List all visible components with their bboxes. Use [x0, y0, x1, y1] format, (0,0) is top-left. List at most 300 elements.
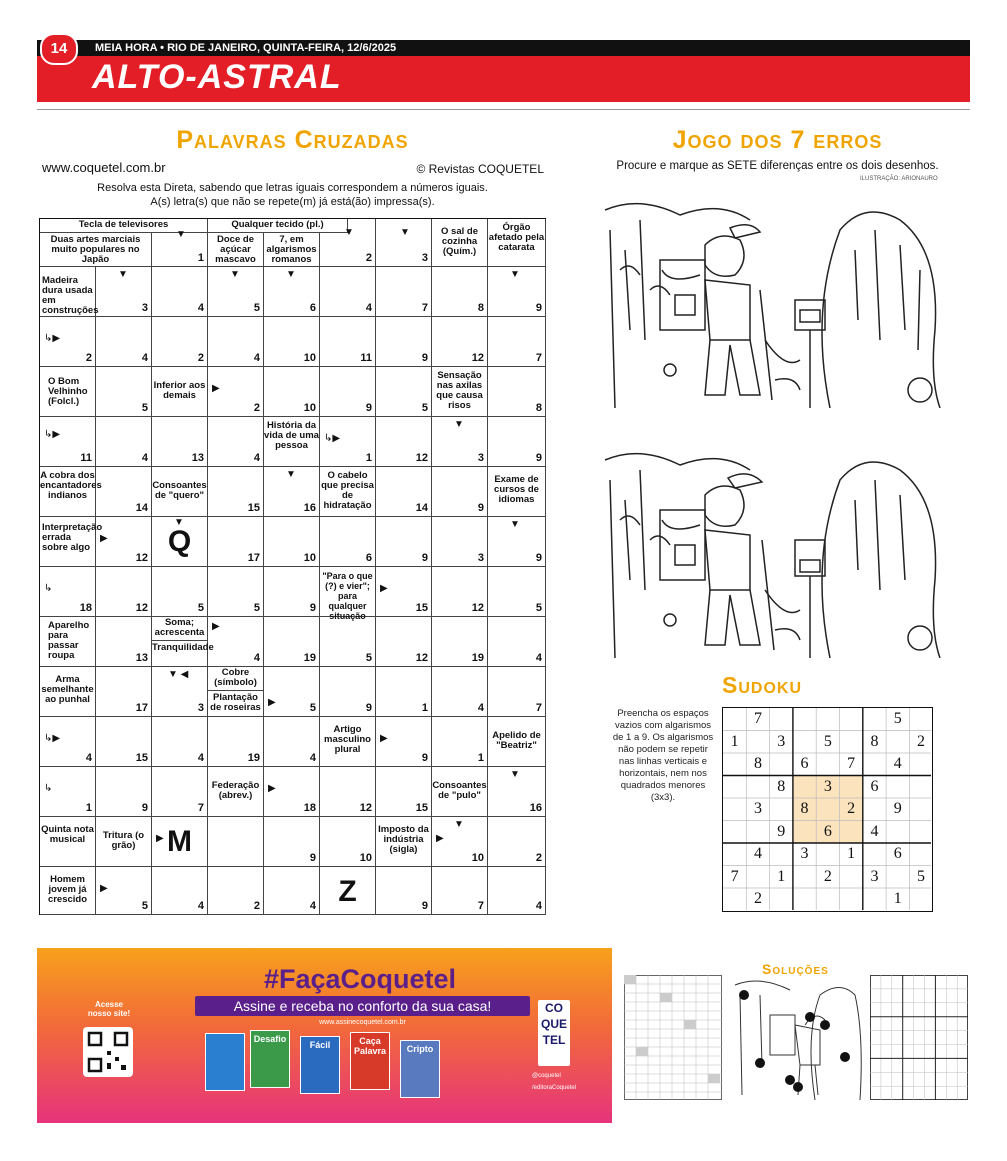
answer-cell[interactable]: [432, 617, 488, 667]
answer-cell[interactable]: [208, 317, 264, 367]
cell-number: 4: [535, 652, 542, 664]
answer-cell[interactable]: [40, 317, 96, 367]
cell-number: 9: [535, 302, 542, 314]
sudoku-cell[interactable]: 3: [870, 867, 879, 885]
sudoku-cell[interactable]: [840, 866, 863, 889]
sudoku-cell[interactable]: [886, 731, 909, 754]
cell-number: 3: [197, 702, 204, 714]
sudoku-cell[interactable]: 6: [893, 845, 902, 862]
magazine-cover: Desafio: [250, 1030, 290, 1088]
answer-cell[interactable]: [320, 317, 376, 367]
answer-cell[interactable]: [152, 567, 208, 617]
clue-text: Tecla de televisores: [78, 219, 169, 230]
answer-cell[interactable]: [488, 317, 546, 367]
answer-cell[interactable]: [488, 617, 546, 667]
answer-cell[interactable]: [320, 867, 376, 915]
magazine-cover: Cripto: [400, 1040, 440, 1098]
arrow-down-icon: ▼: [176, 229, 186, 240]
answer-cell[interactable]: [432, 317, 488, 367]
cell-number: 4: [309, 900, 316, 912]
clue-cell: [40, 267, 99, 317]
magazine-cover: Fácil: [300, 1036, 340, 1094]
clue-cell: [152, 367, 208, 417]
sudoku-cell[interactable]: [793, 866, 816, 889]
crossword-copyright: © Revistas COQUETEL: [416, 162, 544, 176]
clue-text: Federação (abrev.): [211, 780, 260, 801]
answer-cell[interactable]: [376, 567, 432, 617]
cell-number: 18: [303, 802, 316, 814]
sudoku-cell[interactable]: 4: [893, 755, 902, 772]
sudoku-cell[interactable]: [886, 866, 909, 889]
cell-number: 6: [309, 302, 316, 314]
answer-cell[interactable]: [376, 867, 432, 915]
clue-cell: [152, 617, 208, 641]
cell-number: 10: [303, 352, 316, 364]
clue-cell: [320, 567, 376, 621]
clue-text: Inferior aos demais: [153, 380, 206, 401]
cell-number: 11: [80, 452, 92, 464]
arrow-right-icon: ▶: [156, 833, 164, 844]
answer-cell[interactable]: [376, 219, 432, 267]
answer-cell[interactable]: [208, 717, 264, 767]
sudoku-cell[interactable]: 4: [753, 845, 762, 862]
sudoku-cell[interactable]: [909, 821, 932, 844]
cell-number: 12: [415, 452, 428, 464]
answer-cell[interactable]: [376, 767, 432, 817]
answer-cell[interactable]: [320, 367, 376, 417]
cell-number: 17: [135, 702, 148, 714]
answer-cell[interactable]: [96, 317, 152, 367]
sudoku-cell[interactable]: [863, 843, 886, 866]
cell-number: 3: [477, 452, 484, 464]
sudoku-cell[interactable]: [770, 843, 793, 866]
answer-cell[interactable]: [96, 367, 152, 417]
erros-drawing-bottom[interactable]: [600, 440, 955, 658]
sudoku-cell[interactable]: 2: [847, 800, 856, 817]
clue-cell: [320, 717, 376, 767]
cell-number: 1: [421, 702, 428, 714]
sudoku-cell[interactable]: [793, 776, 816, 799]
answer-cell[interactable]: [320, 817, 376, 867]
clue-cell: [488, 717, 546, 767]
clue-text: Interpretação errada sobre algo: [42, 522, 103, 553]
sudoku-cell[interactable]: 8: [777, 777, 786, 795]
sudoku-cell[interactable]: [840, 708, 863, 731]
answer-cell[interactable]: [376, 467, 432, 517]
sudoku-cell[interactable]: [770, 798, 793, 821]
sudoku-cell[interactable]: 6: [870, 777, 879, 795]
cell-number: 15: [247, 502, 260, 514]
sudoku-cell[interactable]: [816, 798, 839, 821]
arrow-down-icon: ▼: [230, 269, 240, 280]
sudoku-cell[interactable]: [816, 843, 839, 866]
answer-cell[interactable]: [376, 317, 432, 367]
sudoku-cell[interactable]: [863, 888, 886, 911]
answer-cell[interactable]: [488, 267, 546, 317]
answer-cell[interactable]: [96, 617, 152, 667]
sudoku-cell[interactable]: [909, 843, 932, 866]
answer-cell[interactable]: [208, 267, 264, 317]
clue-cell: [264, 233, 320, 267]
erros-solution: [730, 975, 864, 1100]
clue-text: Consoantes de "quero": [152, 480, 207, 501]
cell-number: 7: [535, 352, 542, 364]
answer-cell[interactable]: [152, 417, 208, 467]
section-title: ALTO-ASTRAL: [92, 58, 342, 96]
ad-social-facebook[interactable]: /editoraCoquetel: [532, 1085, 577, 1091]
cell-number: 4: [197, 302, 204, 314]
answer-cell[interactable]: [40, 767, 96, 817]
erros-drawing-top[interactable]: [600, 190, 955, 408]
sudoku-cell[interactable]: [909, 708, 932, 731]
cell-number: 9: [421, 752, 428, 764]
cell-number: 2: [535, 852, 542, 864]
sudoku-cell[interactable]: 1: [777, 867, 786, 885]
cell-number: 4: [253, 652, 260, 664]
cell-number: 5: [309, 702, 316, 714]
clue-text: Doce de açúcar mascavo: [215, 234, 256, 265]
arrow-right-icon: ▶: [268, 783, 276, 794]
answer-cell[interactable]: [488, 567, 546, 617]
cell-number: 18: [79, 602, 92, 614]
answer-cell[interactable]: [376, 417, 432, 467]
answer-cell[interactable]: [152, 767, 208, 817]
sudoku-cell[interactable]: 8: [800, 800, 809, 817]
clue-cell: [320, 467, 376, 517]
cell-number: 10: [303, 402, 316, 414]
ad-url[interactable]: www.assinecoquetel.com.br: [319, 1019, 406, 1026]
sudoku-cell[interactable]: 1: [893, 890, 902, 907]
answer-cell[interactable]: [264, 717, 320, 767]
answer-cell[interactable]: [488, 367, 546, 417]
cell-number: 9: [421, 552, 428, 564]
sudoku-cell[interactable]: 2: [823, 867, 832, 885]
sudoku-cell[interactable]: 9: [777, 822, 786, 840]
cell-number: 9: [141, 802, 148, 814]
clue-cell: [152, 641, 214, 667]
cell-number: 19: [303, 652, 316, 664]
answer-cell[interactable]: [208, 517, 264, 567]
answer-cell[interactable]: [320, 667, 376, 717]
answer-cell[interactable]: [432, 267, 488, 317]
answer-cell[interactable]: [264, 567, 320, 617]
answer-cell[interactable]: [208, 467, 264, 517]
arrow-down-icon: ▼: [510, 769, 520, 780]
cell-number: 4: [535, 900, 542, 912]
sudoku-cell[interactable]: [816, 708, 839, 731]
clue-cell: [432, 367, 488, 417]
answer-cell[interactable]: [96, 267, 152, 317]
sudoku-cell[interactable]: 7: [730, 867, 739, 885]
cell-number: 11: [360, 352, 372, 364]
answer-cell[interactable]: [208, 367, 264, 417]
arrow-down-icon: ▼: [454, 419, 464, 430]
answer-cell[interactable]: [208, 817, 264, 867]
sudoku-cell[interactable]: [840, 888, 863, 911]
sudoku-cell[interactable]: 3: [800, 845, 809, 862]
cell-number: 9: [309, 852, 316, 864]
cell-number: 10: [359, 852, 372, 864]
qr-pattern: [83, 1027, 133, 1077]
crossword-title: Palavras Cruzadas: [176, 126, 409, 154]
sudoku-cell[interactable]: [723, 708, 746, 731]
clue-text: História da vida de uma pessoa: [264, 420, 319, 451]
sudoku-cell[interactable]: [886, 821, 909, 844]
cell-number: 12: [415, 652, 428, 664]
answer-cell[interactable]: [376, 517, 432, 567]
answer-cell[interactable]: [96, 517, 152, 567]
clue-text: Cobre (símbolo): [214, 667, 257, 688]
cell-number: 13: [135, 652, 148, 664]
sudoku-cell[interactable]: [816, 753, 839, 776]
arrow-down-icon: ▼: [454, 819, 464, 830]
sudoku-cell[interactable]: [746, 731, 769, 754]
answer-cell[interactable]: [320, 767, 376, 817]
answer-cell[interactable]: [96, 417, 152, 467]
sudoku-cell[interactable]: [746, 821, 769, 844]
answer-cell[interactable]: [96, 667, 152, 717]
answer-cell[interactable]: [320, 417, 376, 467]
sudoku-cell[interactable]: [793, 708, 816, 731]
clue-cell: [488, 467, 546, 517]
solutions-title: Soluções: [762, 961, 829, 977]
sudoku-instructions: Preencha os espaços vazios com algarismos de 1 a 9. Os algarismos não podem se repetir nas linhas verticais e horizontais, nem nos quadrados menores (3x3).: [612, 708, 714, 803]
clue-text: Soma; acrescenta: [154, 617, 205, 638]
arrow-right-icon: ↳: [44, 783, 53, 794]
sudoku-cell[interactable]: 9: [893, 800, 902, 817]
answer-cell[interactable]: [264, 667, 320, 717]
answer-cell[interactable]: [320, 219, 376, 267]
clue-text: Madeira dura usada em construções: [42, 275, 99, 316]
sudoku-cell[interactable]: 6: [800, 755, 809, 772]
answer-cell[interactable]: [152, 229, 208, 267]
sudoku-cell[interactable]: 5: [823, 732, 832, 750]
cell-number: 1: [365, 452, 372, 464]
sudoku-cell[interactable]: [746, 866, 769, 889]
sudoku-cell[interactable]: [770, 753, 793, 776]
cell-number: 12: [471, 352, 484, 364]
answer-cell[interactable]: [320, 517, 376, 567]
answer-cell[interactable]: [488, 417, 546, 467]
cell-number: 12: [135, 552, 148, 564]
answer-cell[interactable]: [320, 617, 376, 667]
cell-number: 17: [247, 552, 260, 564]
sudoku-cell[interactable]: 3: [753, 800, 762, 817]
answer-cell[interactable]: [432, 717, 488, 767]
answer-cell[interactable]: [152, 867, 208, 915]
sudoku-cell[interactable]: [723, 821, 746, 844]
answer-cell[interactable]: [40, 717, 96, 767]
clue-cell: [40, 817, 96, 867]
arrow-right-icon: ↳▶: [44, 333, 61, 344]
answer-cell[interactable]: [320, 267, 376, 317]
cell-number: 9: [477, 502, 484, 514]
clue-cell: [40, 467, 102, 517]
cell-number: 1: [197, 252, 204, 264]
sudoku-cell[interactable]: [909, 776, 932, 799]
sudoku-cell[interactable]: 2: [917, 732, 926, 750]
cell-number: 12: [471, 602, 484, 614]
answer-cell[interactable]: [96, 467, 152, 517]
clue-cell: [96, 817, 152, 867]
clue-cell: [40, 233, 152, 267]
sudoku-cell[interactable]: [723, 753, 746, 776]
answer-cell[interactable]: [376, 717, 432, 767]
answer-cell[interactable]: [96, 867, 152, 915]
sudoku-cell[interactable]: [723, 843, 746, 866]
answer-cell[interactable]: [432, 667, 488, 717]
answer-cell[interactable]: [264, 867, 320, 915]
answer-cell[interactable]: [208, 867, 264, 915]
sudoku-cell[interactable]: [863, 753, 886, 776]
answer-cell[interactable]: [208, 617, 264, 667]
answer-cell[interactable]: [432, 417, 488, 467]
sudoku-grid[interactable]: [722, 707, 933, 912]
sudoku-cell[interactable]: [770, 708, 793, 731]
answer-cell[interactable]: [264, 517, 320, 567]
answer-cell[interactable]: [208, 567, 264, 617]
sudoku-cell[interactable]: 4: [870, 822, 879, 840]
sudoku-cell[interactable]: 5: [917, 867, 926, 885]
answer-cell[interactable]: [152, 717, 208, 767]
cell-number: 15: [135, 752, 148, 764]
ad-site-label: Acesse nosso site!: [87, 1000, 131, 1018]
sudoku-cell[interactable]: [793, 888, 816, 911]
answer-cell[interactable]: [152, 517, 208, 567]
cell-number: 12: [359, 802, 372, 814]
sudoku-cell[interactable]: [840, 776, 863, 799]
sudoku-cell[interactable]: 1: [730, 732, 739, 750]
sudoku-cell[interactable]: [723, 798, 746, 821]
qr-code-icon[interactable]: [83, 1027, 133, 1077]
given-letter: M: [167, 825, 192, 858]
answer-cell[interactable]: [152, 317, 208, 367]
answer-cell[interactable]: [488, 517, 546, 567]
sudoku-cell[interactable]: [840, 821, 863, 844]
ad-social-instagram[interactable]: @coquetel: [532, 1073, 561, 1079]
arrow-right-icon: ▶: [212, 621, 220, 632]
sudoku-cell[interactable]: 2: [753, 890, 762, 907]
answer-cell[interactable]: [152, 667, 208, 717]
arrow-down-icon: ▼: [510, 519, 520, 530]
cell-number: 10: [471, 852, 484, 864]
answer-cell[interactable]: [40, 417, 96, 467]
answer-cell[interactable]: [376, 367, 432, 417]
arrow-down-icon: ▼: [118, 269, 128, 280]
clue-cell: [208, 691, 264, 717]
arrow-down-icon: ▼: [344, 227, 354, 238]
cell-number: 5: [141, 900, 148, 912]
clue-text: A cobra dos encantadores indianos: [40, 470, 102, 501]
instructions-line-2: A(s) letra(s) que não se repete(m) já está(ão) impressa(s).: [150, 196, 435, 208]
sudoku-cell[interactable]: [840, 731, 863, 754]
answer-cell[interactable]: [488, 667, 546, 717]
sudoku-solution: [870, 975, 968, 1100]
arrow-down-icon: ▼: [510, 269, 520, 280]
answer-cell[interactable]: [432, 867, 488, 915]
sudoku-cell[interactable]: [909, 888, 932, 911]
answer-cell[interactable]: [96, 717, 152, 767]
answer-cell[interactable]: [264, 817, 320, 867]
header-bar: [37, 40, 970, 56]
sudoku-cell[interactable]: 5: [893, 710, 902, 727]
answer-cell[interactable]: [96, 567, 152, 617]
cell-number: 7: [535, 702, 542, 714]
answer-cell[interactable]: [264, 267, 320, 317]
clue-cell: [488, 219, 546, 267]
page-number: 14: [40, 33, 78, 65]
sudoku-cell[interactable]: 8: [870, 732, 879, 750]
cell-number: 2: [365, 252, 372, 264]
clue-text: Homem jovem já crescido: [47, 874, 88, 905]
clue-cell: [208, 233, 264, 267]
answer-cell[interactable]: [488, 867, 546, 915]
sudoku-cell[interactable]: [863, 708, 886, 731]
crossword-instructions: [40, 181, 545, 209]
sudoku-cell[interactable]: [793, 821, 816, 844]
sudoku-cell[interactable]: [909, 798, 932, 821]
answer-cell[interactable]: [432, 467, 488, 517]
cell-number: 3: [421, 252, 428, 264]
sudoku-cell[interactable]: [816, 888, 839, 911]
sudoku-cell[interactable]: 7: [753, 710, 762, 727]
sudoku-cell[interactable]: [909, 753, 932, 776]
sudoku-cell[interactable]: [863, 798, 886, 821]
answer-cell[interactable]: [264, 467, 320, 517]
answer-cell[interactable]: [152, 267, 208, 317]
sudoku-cell[interactable]: 8: [753, 755, 762, 772]
sudoku-cell[interactable]: 6: [823, 822, 832, 840]
clue-cell: [40, 517, 103, 567]
sudoku-cell[interactable]: [746, 776, 769, 799]
erros-instructions: Procure e marque as SETE diferenças entre os dois desenhos.: [616, 160, 939, 172]
answer-cell[interactable]: [432, 567, 488, 617]
sudoku-cell[interactable]: [793, 731, 816, 754]
answer-cell[interactable]: [152, 817, 208, 867]
arrow-right-icon: ↳▶: [324, 433, 341, 444]
sudoku-cell[interactable]: [886, 776, 909, 799]
answer-cell[interactable]: [376, 267, 432, 317]
sudoku-cell[interactable]: [770, 888, 793, 911]
sudoku-cell[interactable]: 3: [777, 732, 786, 750]
answer-cell[interactable]: [40, 567, 96, 617]
answer-cell[interactable]: [376, 617, 432, 667]
answer-cell[interactable]: [264, 367, 320, 417]
clue-text: Exame de cursos de idiomas: [494, 474, 539, 505]
sudoku-cell[interactable]: [723, 776, 746, 799]
cell-number: 4: [197, 752, 204, 764]
answer-cell[interactable]: [432, 517, 488, 567]
sudoku-cell[interactable]: 1: [847, 845, 856, 862]
arrow-right-icon: ▶: [212, 383, 220, 394]
clue-cell: [40, 867, 96, 915]
cell-number: 4: [197, 900, 204, 912]
answer-cell[interactable]: [264, 317, 320, 367]
ad-subtitle: Assine e receba no conforto da sua casa!: [195, 996, 530, 1016]
sudoku-cell[interactable]: 7: [847, 755, 856, 772]
cell-number: 5: [253, 602, 260, 614]
answer-cell[interactable]: [208, 417, 264, 467]
sudoku-cell[interactable]: [723, 888, 746, 911]
answer-cell[interactable]: [376, 667, 432, 717]
sudoku-cell[interactable]: 3: [823, 777, 832, 795]
answer-cell[interactable]: [96, 767, 152, 817]
answer-cell[interactable]: [488, 767, 546, 817]
clue-text: Tritura (o grão): [102, 830, 145, 851]
answer-cell[interactable]: [264, 617, 320, 667]
answer-cell[interactable]: [264, 767, 320, 817]
arrow-right-icon: ▶: [380, 733, 388, 744]
